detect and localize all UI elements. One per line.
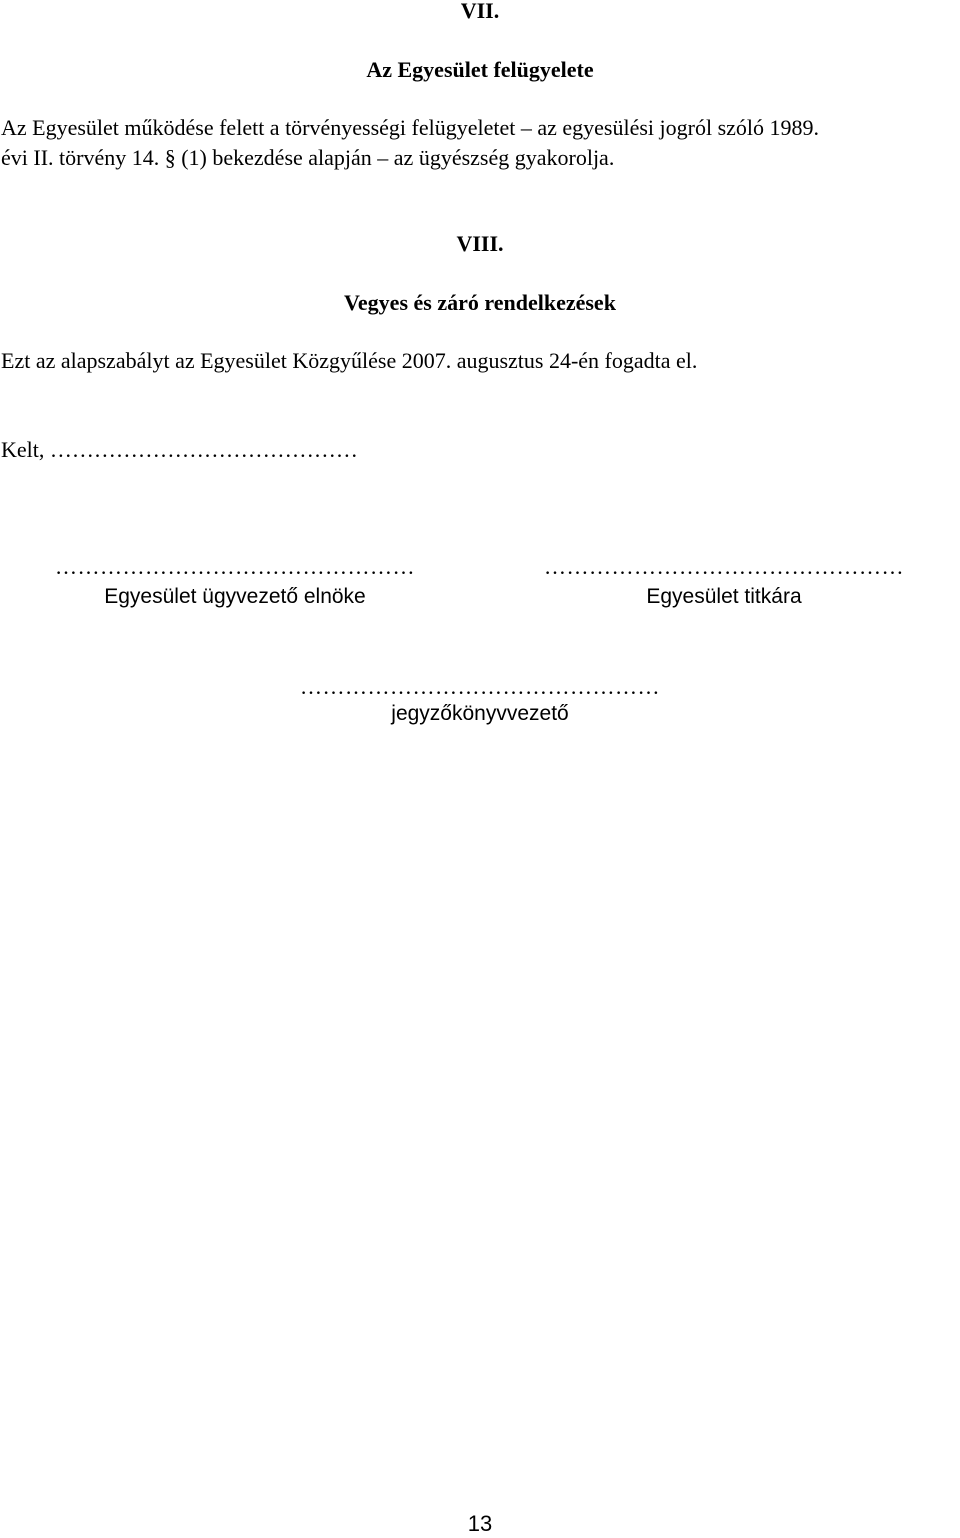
- section-7-paragraph-line-1: Az Egyesület működése felett a törvényességi felügyeletet – az egyesülési jogról szóló 1989.: [1, 115, 820, 140]
- bottom-signature-label: jegyzőkönyvvezető: [391, 702, 569, 725]
- section-8-numeral: VIII.: [456, 231, 504, 256]
- section-8-title: Vegyes és záró rendelkezések: [344, 290, 616, 315]
- page-number: 13: [467, 1511, 493, 1536]
- date-dots: ……………………………………: [49, 437, 358, 462]
- date-label: Kelt,: [1, 437, 45, 462]
- left-signature-dots: …………………………………………: [55, 556, 415, 578]
- right-signature-label: Egyesület titkára: [646, 585, 802, 608]
- section-7-numeral: VII.: [460, 0, 500, 23]
- section-7-paragraph-line-2: évi II. törvény 14. § (1) bekezdése alapján – az ügyészség gyakorolja.: [1, 145, 615, 170]
- date-line: [1, 437, 358, 463]
- right-signature-dots: …………………………………………: [544, 556, 904, 578]
- section-8-paragraph: Ezt az alapszabályt az Egyesület Közgyűlése 2007. augusztus 24-én fogadta el.: [1, 348, 698, 373]
- left-signature-label: Egyesület ügyvezető elnöke: [104, 585, 366, 608]
- bottom-signature-dots: …………………………………………: [300, 676, 660, 698]
- section-7-title: Az Egyesület felügyelete: [366, 57, 594, 82]
